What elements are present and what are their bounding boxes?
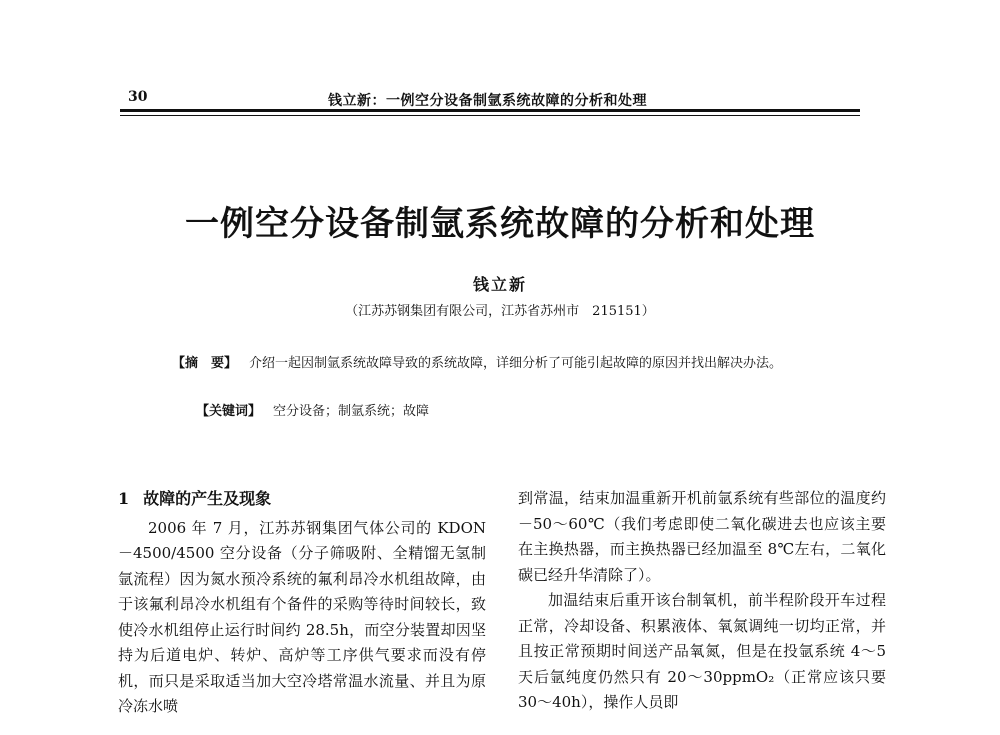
abstract	[172, 352, 832, 376]
page-number: 30	[128, 89, 148, 105]
section-title: 故障的产生及现象	[143, 489, 272, 508]
running-title: 钱立新：一例空分设备制氩系统故障的分析和处理	[328, 93, 647, 109]
author-name: 钱立新	[472, 275, 527, 294]
keywords	[196, 400, 429, 419]
author-affiliation: （江苏苏钢集团有限公司，江苏省苏州市 215151）	[345, 304, 655, 319]
paragraph: 到常温，结束加温重新开机前氩系统有些部位的温度约－50～60℃（我们考虑即使二氧化碳进去也应该主要在主换热器，而主换热器已经加温至 8℃左右，二氧化碳已经升华清除了）。	[518, 489, 886, 584]
paragraph: 加温结束后重开该台制氧机，前半程阶段开车过程正常，冷却设备、积累液体、氧氮调纯一切均正常，并且按正常预期时间送产品氧氮，但是在投氩系统 4～5 天后氩纯度仍然只有 20～30ppmO₂（正常应该只要 30～40h），操作人员即	[518, 591, 886, 711]
header-rule-thick	[120, 109, 860, 112]
abstract-text: 介绍一起因制氩系统故障导致的系统故障，详细分析了可能引起故障的原因并找出解决办法。	[249, 356, 783, 371]
paragraph: 2006 年 7 月，江苏苏钢集团气体公司的 KDON－4500/4500 空分设备（分子筛吸附、全精馏无氢制氩流程）因为氮水预冷系统的氟利昂冷水机组故障，由于该氟利昂冷水机组有个备件的采购等待时间较长，致使冷水机组停止运行时间约 28.5h，而空分装置却因坚持为后道电炉、转炉、高炉等工序供气要求而没有停机，而只是采取适当加大空冷塔常温水流量、并且为原冷冻水喷	[118, 518, 486, 715]
header-rule-thin	[120, 115, 860, 116]
article-title: 一例空分设备制氩系统故障的分析和处理	[185, 204, 815, 244]
abstract-label: 【摘 要】	[172, 356, 238, 371]
left-column	[118, 486, 486, 720]
right-column	[518, 486, 886, 716]
keywords-label: 【关键词】	[196, 404, 262, 419]
section-heading	[118, 486, 486, 512]
keywords-text: 空分设备；制氩系统；故障	[273, 404, 430, 419]
section-number: 1	[118, 489, 130, 508]
